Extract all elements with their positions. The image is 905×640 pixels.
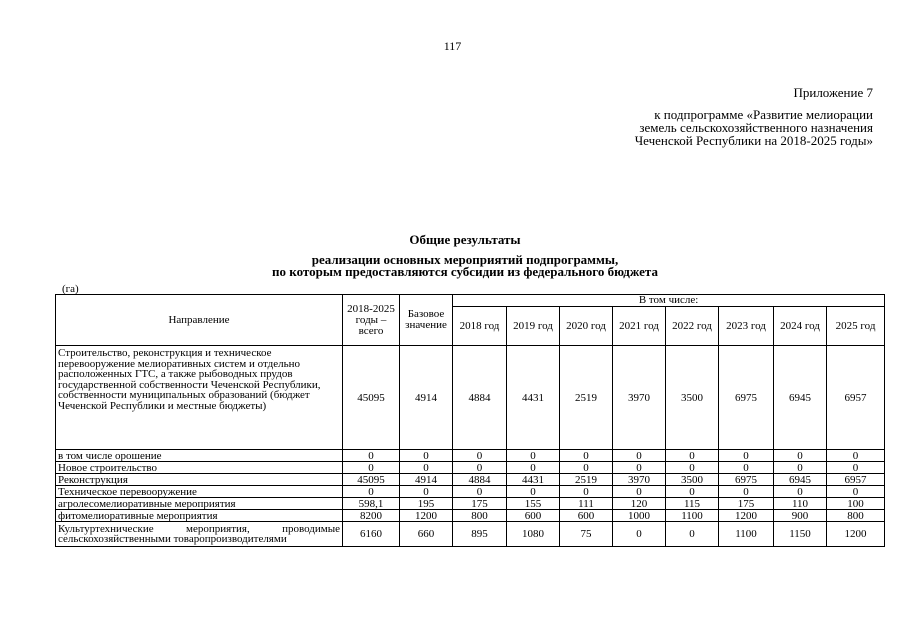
row-value: 6975 [719, 346, 774, 450]
row-value: 3500 [666, 346, 719, 450]
header-year: 2020 год [560, 307, 613, 346]
row-value: 0 [827, 462, 885, 474]
row-value: 1200 [719, 510, 774, 522]
row-value: 2519 [560, 346, 613, 450]
row-value: 0 [560, 450, 613, 462]
row-value: 0 [774, 450, 827, 462]
row-value: 0 [507, 450, 560, 462]
row-value: 1100 [666, 510, 719, 522]
header-total: 2018-2025 годы – всего [343, 295, 400, 346]
row-direction: Культуртехнические мероприятия, проводимые сельскохозяйственными товаропроизводителями [56, 522, 343, 547]
row-direction: агролесомелиоративные мероприятия [56, 498, 343, 510]
row-value: 4884 [453, 474, 507, 486]
row-value: 0 [613, 522, 666, 547]
row-value: 3500 [666, 474, 719, 486]
row-value: 1080 [507, 522, 560, 547]
row-value: 6160 [343, 522, 400, 547]
row-value: 0 [719, 450, 774, 462]
header-base: Базовое значение [400, 295, 453, 346]
appendix-title: Приложение 7 [793, 85, 873, 100]
row-value: 0 [400, 462, 453, 474]
row-value: 0 [613, 450, 666, 462]
row-value: 1200 [400, 510, 453, 522]
row-value: 2519 [560, 474, 613, 486]
header-year: 2022 год [666, 307, 719, 346]
row-value: 4914 [400, 474, 453, 486]
row-value: 0 [666, 522, 719, 547]
row-value: 0 [453, 450, 507, 462]
row-value: 895 [453, 522, 507, 547]
row-value: 0 [343, 462, 400, 474]
row-value: 155 [507, 498, 560, 510]
header-year: 2018 год [453, 307, 507, 346]
row-value: 0 [719, 462, 774, 474]
row-value: 8200 [343, 510, 400, 522]
row-value: 6945 [774, 474, 827, 486]
row-value: 120 [613, 498, 666, 510]
document-title-line1: Общие результаты [409, 232, 521, 247]
document-title-line3: по которым предоставляются субсидии из федерального бюджета [272, 264, 658, 279]
table-row [56, 522, 885, 547]
row-value: 600 [507, 510, 560, 522]
row-value: 1100 [719, 522, 774, 547]
page-number: 117 [443, 39, 462, 53]
row-value: 598,1 [343, 498, 400, 510]
row-value: 0 [613, 486, 666, 498]
row-value: 4884 [453, 346, 507, 450]
header-year: 2025 год [827, 307, 885, 346]
header-including: В том числе: [453, 295, 885, 307]
row-direction: Строительство, реконструкция и техническое перевооружение мелиоративных систем и отдельно расположенных ГТС, а также рыбоводных прудов государственной собственности Чеченской Республики, собственности муниципальных образований (бюджет Чеченской Республики и местные бюджеты) [56, 346, 343, 450]
appendix-line: земель сельскохозяйственного назначения [639, 120, 873, 135]
row-value: 0 [453, 486, 507, 498]
document-title [0, 234, 905, 278]
row-value: 0 [560, 462, 613, 474]
row-value: 1000 [613, 510, 666, 522]
row-value: 0 [400, 450, 453, 462]
row-value: 3970 [613, 346, 666, 450]
appendix-block [635, 86, 873, 147]
row-direction: Новое строительство [56, 462, 343, 474]
row-value: 0 [613, 462, 666, 474]
row-value: 6945 [774, 346, 827, 450]
header-year: 2023 год [719, 307, 774, 346]
row-value: 900 [774, 510, 827, 522]
row-value: 45095 [343, 474, 400, 486]
document-title-line2: реализации основных мероприятий подпрограммы, [311, 252, 619, 267]
row-value: 0 [719, 486, 774, 498]
row-value: 100 [827, 498, 885, 510]
row-value: 4431 [507, 346, 560, 450]
row-value: 45095 [343, 346, 400, 450]
row-value: 175 [453, 498, 507, 510]
row-value: 1200 [827, 522, 885, 547]
row-value: 800 [453, 510, 507, 522]
header-year: 2024 год [774, 307, 827, 346]
row-value: 0 [774, 462, 827, 474]
row-value: 0 [400, 486, 453, 498]
row-value: 0 [453, 462, 507, 474]
row-value: 110 [774, 498, 827, 510]
row-value: 1150 [774, 522, 827, 547]
row-value: 0 [343, 486, 400, 498]
header-row [56, 295, 885, 307]
row-value: 115 [666, 498, 719, 510]
table-row [56, 450, 885, 462]
row-value: 6957 [827, 474, 885, 486]
appendix-line: Чеченской Республики на 2018-2025 годы» [634, 133, 873, 148]
results-table [55, 294, 885, 547]
table-row [56, 462, 885, 474]
row-value: 0 [774, 486, 827, 498]
row-value: 800 [827, 510, 885, 522]
row-value: 0 [666, 450, 719, 462]
table-row [56, 510, 885, 522]
table-row [56, 486, 885, 498]
row-value: 0 [827, 486, 885, 498]
row-value: 0 [343, 450, 400, 462]
row-value: 660 [400, 522, 453, 547]
header-year: 2021 год [613, 307, 666, 346]
row-direction: Реконструкция [56, 474, 343, 486]
row-value: 0 [666, 486, 719, 498]
table-row [56, 498, 885, 510]
row-value: 6957 [827, 346, 885, 450]
row-value: 175 [719, 498, 774, 510]
row-value: 3970 [613, 474, 666, 486]
row-value: 0 [827, 450, 885, 462]
table-row [56, 474, 885, 486]
row-value: 75 [560, 522, 613, 547]
header-direction: Направление [56, 295, 343, 346]
unit-label: (га) [62, 283, 79, 295]
row-direction: фитомелиоративные мероприятия [56, 510, 343, 522]
row-value: 6975 [719, 474, 774, 486]
row-value: 4431 [507, 474, 560, 486]
row-value: 600 [560, 510, 613, 522]
row-value: 0 [507, 486, 560, 498]
table-body [56, 346, 885, 547]
row-value: 111 [560, 498, 613, 510]
table-row [56, 346, 885, 450]
header-year: 2019 год [507, 307, 560, 346]
row-value: 0 [560, 486, 613, 498]
row-value: 4914 [400, 346, 453, 450]
row-direction: Техническое перевооружение [56, 486, 343, 498]
row-value: 0 [666, 462, 719, 474]
row-value: 0 [507, 462, 560, 474]
row-direction: в том числе орошение [56, 450, 343, 462]
row-value: 195 [400, 498, 453, 510]
appendix-line: к подпрограмме «Развитие мелиорации [654, 107, 873, 122]
